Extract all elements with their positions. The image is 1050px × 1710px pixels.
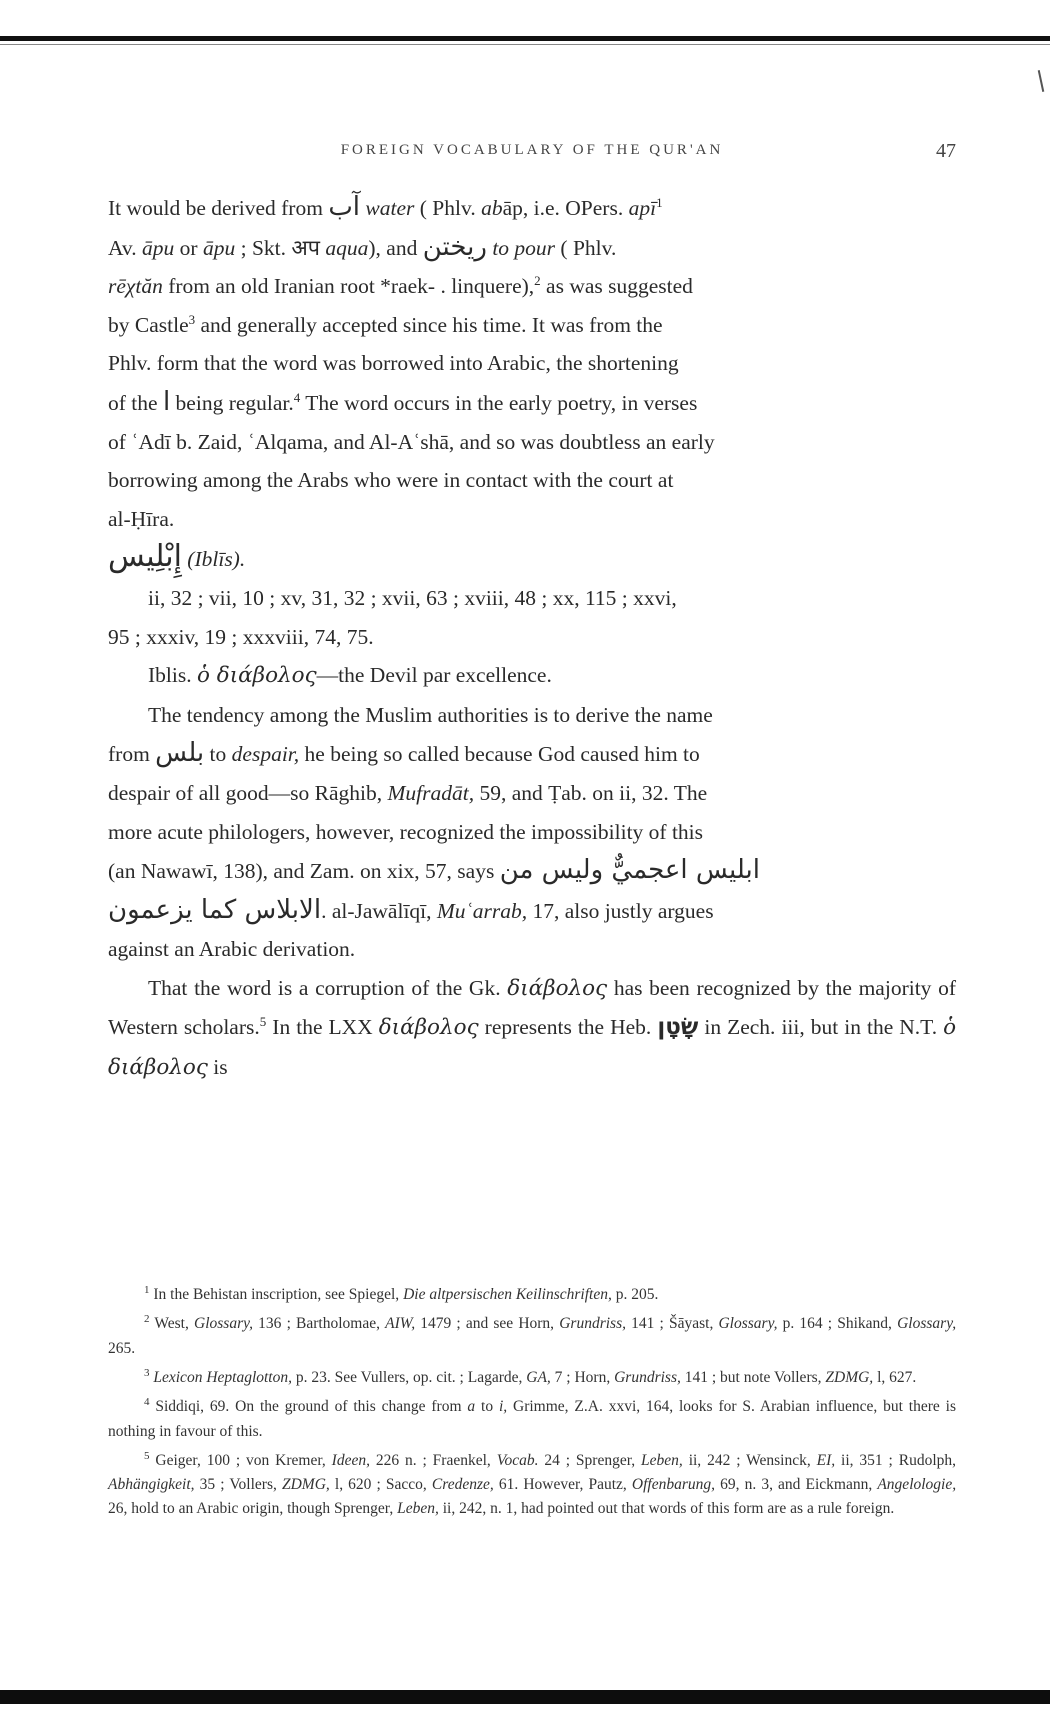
text: 69, n. 3, and Eickmann, — [720, 1476, 873, 1494]
arabic-word: آب — [328, 192, 361, 222]
book-title: Mufradāt, — [387, 780, 475, 805]
book-title: Credenze, — [431, 1476, 494, 1494]
paragraph-muslim-authorities-cont — [108, 734, 956, 969]
hebrew-word: שָׂטָן — [657, 1014, 699, 1041]
text: and generally accepted since his time. It was from the — [200, 312, 663, 337]
text: al-Ḥīra. — [108, 506, 175, 531]
book-title: Muʿarrab, — [436, 898, 528, 923]
book-title: Offenbarung, — [631, 1476, 716, 1494]
paragraph-greek-origin — [108, 969, 956, 1088]
text: 35 ; Vollers, — [199, 1476, 277, 1494]
text: of ʿAdī b. Zaid, ʿAlqama, and Al-Aʿshā, and so was doubtless an early — [108, 429, 715, 454]
avestan-word: āpu — [142, 235, 175, 260]
text: as was suggested — [546, 274, 693, 299]
pahlavi-word: ab — [481, 196, 503, 220]
text: . al-Jawālīqī, — [321, 898, 432, 923]
footnote-1 — [108, 1278, 956, 1307]
text: 1479 ; and see Horn, — [420, 1315, 555, 1333]
text: p. 23. See Vullers, op. cit. ; Lagarde, — [295, 1369, 523, 1387]
gloss: to pour — [492, 235, 556, 260]
top-scan-rule — [0, 36, 1050, 41]
page-number: 47 — [936, 140, 956, 162]
book-title: Lexicon Heptaglotton, — [153, 1369, 292, 1387]
text: l, 627. — [877, 1369, 917, 1387]
text: ii, 242, n. 1, had pointed out that words of this form are as a rule foreign. — [442, 1500, 895, 1518]
text: 141 ; Šāyast, — [631, 1315, 714, 1333]
text: has been — [613, 975, 690, 1000]
footnote-ref[interactable]: 1 — [656, 194, 663, 210]
greek-word: διάβολος — [507, 975, 608, 1001]
text: he being so called because God caused him to — [304, 742, 700, 767]
persian-word: ریختن — [422, 231, 487, 262]
text: In the Behistan inscription, see Spiegel, — [153, 1286, 400, 1304]
paragraph-definition — [108, 656, 956, 696]
footnote-5 — [108, 1444, 956, 1522]
footnote-ref[interactable]: 4 — [293, 389, 301, 405]
bottom-scan-rule — [0, 1690, 1050, 1704]
text: 26, hold to an Arabic origin, though Sprenger, — [108, 1500, 394, 1518]
text: The tendency among the Muslim authorities is to derive the name — [148, 702, 713, 727]
text: ), and — [368, 235, 418, 260]
text: 17, also justly argues — [532, 898, 714, 923]
text: ii, 242 ; Wensinck, — [688, 1452, 811, 1469]
text: 141 ; but note Vollers, — [684, 1369, 822, 1387]
text: It would be derived from — [108, 196, 323, 220]
top-scan-rule-thin — [0, 44, 1050, 45]
text: from — [108, 742, 150, 767]
text: more acute philologers, however, recognized the impossibility of this — [108, 819, 704, 844]
text: 59, and Ṭab. on ii, 32. The — [479, 780, 708, 805]
text: 24 ; Sprenger, — [544, 1452, 636, 1469]
greek-word: διάβολος — [378, 1015, 479, 1041]
book-title: ZDMG, — [281, 1476, 330, 1494]
text: to — [209, 742, 227, 767]
paragraph-etymology-ab — [108, 188, 956, 538]
footnote-ref[interactable]: 3 — [188, 311, 196, 327]
text: 95 ; xxxiv, 19 ; xxxviii, 74, 75. — [108, 624, 374, 649]
text: Grimme, Z.A. xxvi, 164, looks for S. Arabian influence, but there is nothing in favour of this. — [108, 1398, 956, 1440]
running-head: FOREIGN VOCABULARY OF THE QUR'AN — [340, 142, 724, 158]
greek-word: ὁ διάβολος — [108, 1015, 957, 1081]
arabic-word: بلس — [155, 738, 205, 769]
text: Av. — [108, 235, 137, 260]
text: Phlv. form that the word was borrowed into Arabic, the shortening — [108, 351, 679, 376]
footnote-mark: 1 — [144, 1284, 150, 1296]
book-title: Leben, — [397, 1500, 439, 1518]
book-title: Glossary, — [897, 1315, 957, 1333]
text: That the word is a corruption of the Gk. — [148, 975, 501, 1000]
margin-mark — [1038, 70, 1045, 92]
text: —the Devil par excellence. — [316, 663, 552, 688]
text: 7 ; Horn, — [554, 1369, 611, 1387]
text: or — [179, 235, 198, 260]
text: i, — [498, 1398, 508, 1416]
gloss: despair, — [231, 742, 300, 767]
text: by Castle — [108, 312, 189, 337]
text: ; Skt. — [240, 235, 286, 260]
greek-word: ὁ διάβολος — [196, 663, 317, 689]
text: despair of all good—so Rāghib, — [108, 780, 383, 805]
arabic-quote: ابليس اعجميٌّ وليس من — [499, 855, 760, 886]
text: 265. — [108, 1339, 136, 1357]
gloss: aqua — [325, 235, 369, 260]
text: ii, 351 ; Rudolph, — [841, 1452, 957, 1469]
book-title: Abhängigkeit, — [108, 1476, 195, 1494]
book-title: EI, — [816, 1452, 836, 1469]
text: āp, i.e. OPers. — [502, 196, 624, 220]
text: ii, 32 ; vii, 10 ; xv, 31, 32 ; xvii, 63 ; xviii, 48 ; xx, 115 ; xxvi, — [148, 585, 677, 610]
text: represents the Heb. — [484, 1015, 652, 1040]
quran-references — [108, 579, 956, 618]
book-title: AIW, — [385, 1315, 416, 1333]
text: borrowing among the Arabs who were in contact with the court at — [108, 468, 674, 493]
footnote-4 — [108, 1390, 956, 1444]
avestan-word: āpu — [202, 235, 236, 260]
text: In the LXX — [272, 1015, 373, 1040]
text: l, 620 ; Sacco, — [334, 1476, 427, 1494]
text: p. 205. — [615, 1286, 659, 1304]
footnotes — [108, 1278, 956, 1522]
text: in Zech. iii, but in the N.T. — [704, 1015, 938, 1040]
entry-heading-iblis — [108, 538, 956, 579]
entry-transliteration: (Iblīs). — [187, 547, 246, 572]
text: is — [213, 1055, 228, 1080]
book-title: Glossary, — [194, 1315, 254, 1333]
footnote-mark: 3 — [144, 1366, 150, 1379]
text: (an Nawawī, 138), and Zam. on xix, 57, says — [108, 859, 495, 884]
text: to — [481, 1398, 494, 1416]
sanskrit-word: अप — [291, 235, 321, 260]
quran-references-cont — [108, 618, 956, 657]
book-title: Die altpersischen Keilinschriften, — [403, 1286, 612, 1304]
paragraph-muslim-authorities — [108, 696, 956, 735]
text: p. 164 ; Shikand, — [782, 1315, 892, 1333]
text: 226 n. ; Fraenkel, — [375, 1452, 491, 1469]
entry-arabic: إِبْلِيس — [108, 539, 182, 575]
book-title: Grundriss, — [559, 1315, 626, 1333]
text: ( Phlv. — [419, 196, 476, 220]
footnote-mark: 4 — [144, 1396, 150, 1409]
footnote-ref[interactable]: 5 — [259, 1014, 267, 1030]
text: from an old Iranian root *raek- . linquere), — [168, 274, 535, 299]
transliteration: rēχtăn — [108, 274, 163, 299]
text: Iblis. — [148, 663, 192, 688]
text: against an Arabic derivation. — [108, 937, 356, 962]
book-title: ZDMG, — [825, 1369, 874, 1387]
text: a — [467, 1398, 476, 1416]
book-title: GA, — [526, 1369, 551, 1387]
text: ( Phlv. — [560, 235, 617, 260]
text: West, — [154, 1315, 189, 1333]
arabic-letter: ا — [162, 386, 171, 417]
arabic-quote: الابلاس كما يزعمون — [108, 894, 322, 925]
book-title: Angelologie, — [877, 1476, 957, 1494]
text: recognized by the majority of Western scholars. — [108, 975, 957, 1040]
text: 61. However, Pautz, — [498, 1476, 627, 1494]
footnote-2 — [108, 1307, 956, 1361]
footnote-mark: 5 — [144, 1449, 150, 1462]
text: of the — [108, 390, 158, 415]
footnote-ref[interactable]: 2 — [534, 273, 541, 289]
text: 136 ; Bartholomae, — [258, 1315, 380, 1333]
page-header — [108, 140, 956, 162]
book-title: Grundriss, — [614, 1369, 681, 1387]
book-title: Vocab. — [496, 1452, 539, 1469]
gloss: water — [365, 196, 415, 220]
text: apī — [628, 196, 657, 220]
footnote-mark: 2 — [144, 1313, 150, 1326]
book-title: Leben, — [641, 1452, 683, 1469]
book-title: Ideen, — [331, 1452, 370, 1469]
text: Siddiqi, 69. On the ground of this change from — [155, 1398, 462, 1416]
text: The word occurs in the early poetry, in verses — [305, 390, 698, 415]
book-title: Glossary, — [718, 1315, 778, 1333]
body-text — [108, 188, 956, 1088]
text: being regular. — [175, 390, 294, 415]
text: Geiger, 100 ; von Kremer, — [155, 1452, 326, 1469]
footnote-3 — [108, 1361, 956, 1390]
